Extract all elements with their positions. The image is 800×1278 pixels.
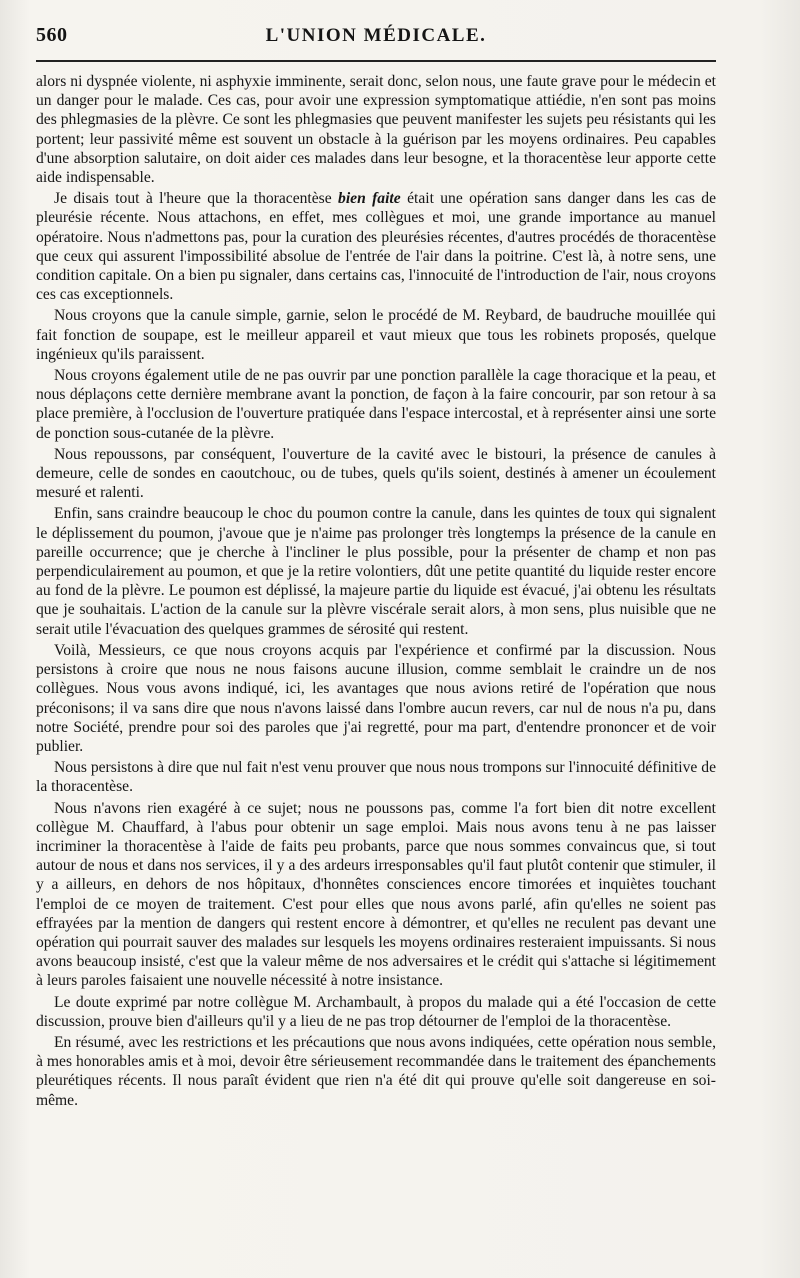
paragraph-4: Nous croyons également utile de ne pas ouvrir par une ponction parallèle la cage thoracique et la peau, et nous déplaçons cette dernière membrane avant la ponction, de façon à la faire concourir, par son retour à sa place première, à l'occlusion de l'ouverture pratiquée dans l'espace intercostal, et à représenter ainsi une sorte de ponction sous-cutanée de la plèvre. <box>36 367 716 442</box>
paragraph-9: Nous n'avons rien exagéré à ce sujet; nous ne poussons pas, comme l'a fort bien dit notre excellent collègue M. Chauffard, à l'abus pour obtenir un sage emploi. Mais nous avons tenu à ne pas laisser incriminer la thoracentèse à l'aide de faits peu probants, parce que nous sommes convaincus que, si tout autour de nous et dans nos services, il y a des ardeurs irresponsables qu'il faut plutôt contenir que stimuler, il y a ailleurs, en dehors de nos hôpitaux, d'honnêtes consciences encore timorées et inquiètes touchant l'emploi de ce moyen de traitement. C'est pour elles que nous avons parlé, afin qu'elles ne soient pas effrayées par la mention de dangers qui restent encore à démontrer, et qu'elles ne reculent pas devant une opération qui pourrait sauver des malades sur lesquels les moyens ordinaires resteraient impuissants. Si nous avons beaucoup insisté, c'est que la valeur même de nos adversaires et le crédit qui s'attache si légitimement à leurs paroles faisaient une nouvelle nécessité à notre insistance. <box>36 799 716 990</box>
paragraph-2-part-1: Je disais tout à l'heure que la thoracentèse <box>54 190 339 208</box>
page-number: 560 <box>36 24 68 46</box>
paragraph-5: Nous repoussons, par conséquent, l'ouverture de la cavité avec le bistouri, la présence de canules à demeure, celle de sondes en caoutchouc, ou de tubes, quels qu'ils soient, destinés à amener un écoulement mesuré et ralenti. <box>36 445 716 502</box>
paragraph-6: Enfin, sans craindre beaucoup le choc du poumon contre la canule, dans les quintes de toux qui signalent le déplissement du poumon, j'avoue que je n'aime pas prolonger très longtemps la présence de la canule en pareille occurrence; que je cherche à l'incliner le plus possible, pour la présenter de champ et non pas perpendiculairement au poumon, et que je la retire volontiers, dût une petite quantité du liquide rester encore au fond de la plèvre. Le poumon est déplissé, la majeure partie du liquide est évacué, j'ai obtenu les résultats que je souhaitais. L'action de la canule sur la plèvre viscérale serait alors, à mon sens, plus nuisible que ne serait utile l'évacuation des quelques grammes de sérosité qui restent. <box>36 505 716 638</box>
paragraph-7: Voilà, Messieurs, ce que nous croyons acquis par l'expérience et confirmé par la discussion. Nous persistons à croire que nous ne nous faisons aucune illusion, comme semblait le craindre un de nos collègues. Nous vous avons indiqué, ici, les avantages que nous avions retiré de l'opération que nous préconisons; il va sans dire que nous n'avons laissé dans l'ombre aucun revers, car nul de nous n'a pu, dans notre Société, prendre pour soi des paroles que j'ai regretté, pour ma part, d'entendre prononcer et de voir publier. <box>36 641 716 755</box>
paragraph-3: Nous croyons que la canule simple, garnie, selon le procédé de M. Reybard, de baudruche mouillée qui fait fonction de soupape, est le meilleur appareil et vaut mieux que tous les robinets proposés, quelque ingénieux qu'ils paraissent. <box>36 307 716 363</box>
emphasis-bien-faite: bien faite <box>338 190 401 208</box>
paragraph-10: Le doute exprimé par notre collègue M. Archambault, à propos du malade qui a été l'occasion de cette discussion, prouve bien d'ailleurs qu'il y a lieu de ne pas trop détourner de l'emploi de la thoracentèse. <box>36 993 716 1030</box>
paragraph-8: Nous persistons à dire que nul fait n'est venu prouver que nous nous trompons sur l'innocuité définitive de la thoracentèse. <box>36 759 716 796</box>
paragraph-1: alors ni dyspnée violente, ni asphyxie imminente, serait donc, selon nous, une faute grave pour le médecin et un danger pour le malade. Ces cas, pour avoir une expression symptomatique attiédie, n'en sont pas moins des phlegmasies de la plèvre. Ce sont les phlegmasies que peuvent manifester les sujets peu résistants qui les portent; leur passivité même est souvent un obstacle à la guérison par les moyens ordinaires. Peu capables d'une absorption salutaire, on doit aider ces malades dans leur besogne, et la thoracentèse leur apporte cette aide indispensable. <box>36 73 716 187</box>
journal-title: L'UNION MÉDICALE. <box>265 25 487 46</box>
paragraph-2-part-2: était une opération sans danger dans les cas de pleurésie récente. Nous attachons, en effet, mes collègues et moi, une grande importance au manuel opératoire. Nous n'admettons pas, pour la curation des pleurésies récentes, d'autres procédés de thoracentèse que ceux qui assurent l'impossibilité absolue de l'entrée de l'air dans la poitrine. C'est là, à notre sens, une condition capitale. On a bien pu signaler, dans certains cas, l'innocuité de l'introduction de l'air, nous croyons ces cas exceptionnels. <box>36 190 716 304</box>
header-rule <box>36 60 716 62</box>
paragraph-11: En résumé, avec les restrictions et les précautions que nous avons indiquées, cette opération nous semble, à mes honorables amis et à moi, devoir être sérieusement recommandée dans le traitement des épanchements pleurétiques récents. Il nous paraît évident que rien n'a été dit qui prouve qu'elle soit dangereuse en soi-même. <box>36 1033 716 1109</box>
running-head <box>36 22 716 52</box>
paragraph-2 <box>36 189 716 304</box>
article-body <box>36 72 716 1110</box>
